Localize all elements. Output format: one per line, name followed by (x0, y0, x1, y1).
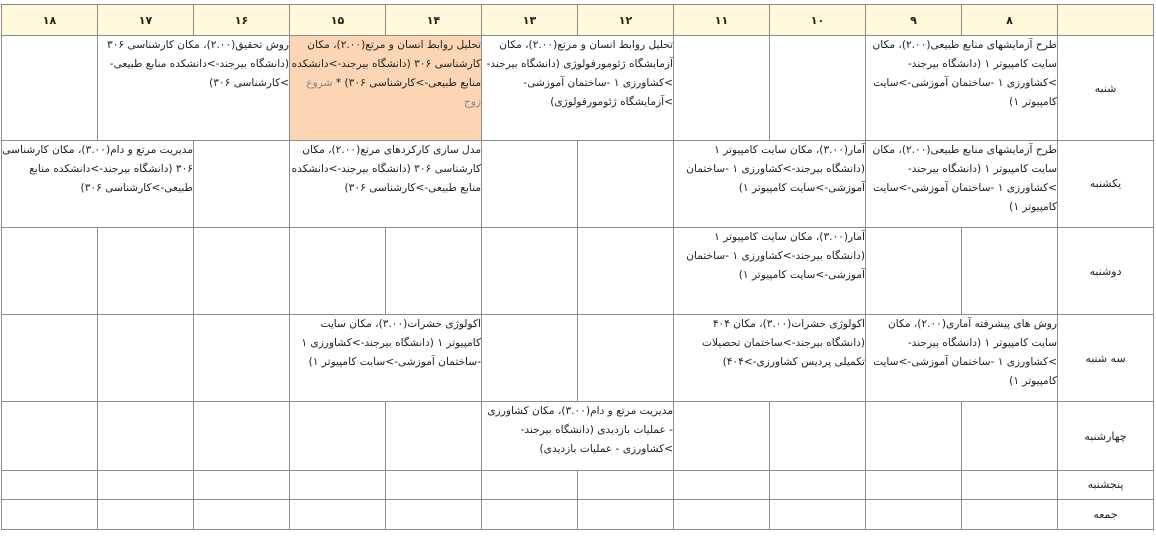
empty-cell (962, 402, 1058, 471)
empty-cell (2, 315, 98, 402)
empty-cell (386, 471, 482, 499)
empty-cell (98, 471, 194, 499)
empty-cell (674, 471, 770, 499)
empty-cell (98, 499, 194, 529)
empty-cell (386, 499, 482, 529)
empty-cell (770, 499, 866, 529)
empty-cell (98, 402, 194, 471)
even-week-note: شروع زوج (306, 77, 481, 109)
empty-cell (290, 402, 386, 471)
row-thursday (2, 471, 1154, 499)
empty-cell (2, 402, 98, 471)
empty-cell (482, 499, 578, 529)
hour-8: ۸ (962, 5, 1058, 36)
empty-cell (866, 471, 962, 499)
hour-13: ۱۳ (482, 5, 578, 36)
empty-cell (2, 227, 98, 314)
course-text: تحلیل روابط انسان و مرتع(۲.۰۰)، مکان کارشناسی ۳۰۶ (دانشگاه بیرجند->دانشکده منابع طبیعی->کارشناسی ۳۰۶) * (291, 39, 481, 90)
hour-9: ۹ (866, 5, 962, 36)
empty-cell (386, 402, 482, 471)
empty-cell (482, 140, 578, 227)
hour-17: ۱۷ (98, 5, 194, 36)
day-label-thursday: پنجشنبه (1058, 471, 1154, 499)
empty-cell (770, 36, 866, 140)
empty-cell (194, 499, 290, 529)
hour-16: ۱۶ (194, 5, 290, 36)
empty-cell (866, 402, 962, 471)
day-label-wednesday: چهارشنبه (1058, 402, 1154, 471)
empty-cell (194, 140, 290, 227)
course-cell[interactable]: مدیریت مرتع و دام(۳.۰۰)، مکان کشاورزی - عملیات بازدیدی (دانشگاه بیرجند->کشاورزی - عملیات بازدیدی) (482, 402, 674, 471)
empty-cell (962, 471, 1058, 499)
day-label-sunday: یکشنبه (1058, 140, 1154, 227)
empty-cell (674, 402, 770, 471)
empty-cell (194, 471, 290, 499)
weekly-schedule-table (1, 4, 1154, 530)
empty-cell (98, 315, 194, 402)
empty-cell (866, 499, 962, 529)
day-label-friday: جمعه (1058, 499, 1154, 529)
empty-cell (2, 471, 98, 499)
row-friday (2, 499, 1154, 529)
row-saturday (2, 36, 1154, 140)
course-cell[interactable]: آمار(۳.۰۰)، مکان سایت کامپیوتر ۱ (دانشگاه بیرجند->کشاورزی ۱ -ساختمان آموزشی->سایت کامپیوتر ۱) (674, 140, 866, 227)
empty-cell (866, 227, 962, 314)
hour-18: ۱۸ (2, 5, 98, 36)
empty-cell (578, 315, 674, 402)
empty-cell (2, 36, 98, 140)
course-cell[interactable]: اکولوژی حشرات(۳.۰۰)، مکان ۴۰۴ (دانشگاه بیرجند->ساختمان تحصیلات تکمیلی پردیس کشاورزی->۴۰۴) (674, 315, 866, 402)
empty-cell (770, 471, 866, 499)
empty-cell (962, 227, 1058, 314)
empty-cell (482, 227, 578, 314)
course-cell[interactable]: طرح آزمایشهای منابع طبیعی(۲.۰۰)، مکان سایت کامپیوتر ۱ (دانشگاه بیرجند->کشاورزی ۱ -ساختمان آموزشی->سایت کامپیوتر ۱) (866, 36, 1058, 140)
row-wednesday (2, 402, 1154, 471)
empty-cell (578, 227, 674, 314)
empty-cell (290, 499, 386, 529)
header-corner (1058, 5, 1154, 36)
course-cell[interactable]: روش های پیشرفته آماری(۲.۰۰)، مکان سایت کامپیوتر ۱ (دانشگاه بیرجند->کشاورزی ۱ -ساختمان آموزشی->سایت کامپیوتر ۱) (866, 315, 1058, 402)
empty-cell (482, 471, 578, 499)
course-cell-highlighted[interactable] (290, 36, 482, 140)
hour-12: ۱۲ (578, 5, 674, 36)
empty-cell (674, 36, 770, 140)
empty-cell (194, 315, 290, 402)
empty-cell (290, 471, 386, 499)
hour-14: ۱۴ (386, 5, 482, 36)
empty-cell (386, 227, 482, 314)
day-label-monday: دوشنبه (1058, 227, 1154, 314)
course-cell[interactable]: روش تحقیق(۲.۰۰)، مکان کارشناسی ۳۰۶ (دانشگاه بیرجند->دانشکده منابع طبیعی->کارشناسی ۳۰۶) (98, 36, 290, 140)
empty-cell (770, 402, 866, 471)
empty-cell (674, 499, 770, 529)
course-cell[interactable]: اکولوژی حشرات(۳.۰۰)، مکان سایت کامپیوتر ۱ (دانشگاه بیرجند->کشاورزی ۱ -ساختمان آموزشی->سایت کامپیوتر ۱) (290, 315, 482, 402)
day-label-tuesday: سه شنبه (1058, 315, 1154, 402)
hour-11: ۱۱ (674, 5, 770, 36)
empty-cell (578, 471, 674, 499)
empty-cell (194, 402, 290, 471)
course-cell[interactable]: تحلیل روابط انسان و مرتع(۲.۰۰)، مکان آزمایشگاه ژئومورفولوژی (دانشگاه بیرجند->کشاورزی ۱ -ساختمان آموزشی->آزمایشگاه ژئومورفولوژی) (482, 36, 674, 140)
course-cell[interactable]: مدیریت مرتع و دام(۳.۰۰)، مکان کارشناسی ۳۰۶ (دانشگاه بیرجند->دانشکده منابع طبیعی->کارشناسی ۳۰۶) (2, 140, 194, 227)
empty-cell (578, 499, 674, 529)
empty-cell (194, 227, 290, 314)
course-cell[interactable]: آمار(۳.۰۰)، مکان سایت کامپیوتر ۱ (دانشگاه بیرجند->کشاورزی ۱ -ساختمان آموزشی->سایت کامپیوتر ۱) (674, 227, 866, 314)
course-cell[interactable]: طرح آزمایشهای منابع طبیعی(۲.۰۰)، مکان سایت کامپیوتر ۱ (دانشگاه بیرجند->کشاورزی ۱ -ساختمان آموزشی->سایت کامپیوتر ۱) (866, 140, 1058, 227)
empty-cell (2, 499, 98, 529)
empty-cell (290, 227, 386, 314)
hour-15: ۱۵ (290, 5, 386, 36)
course-cell[interactable]: مدل سازی کارکردهای مرتع(۲.۰۰)، مکان کارشناسی ۳۰۶ (دانشگاه بیرجند->دانشکده منابع طبیعی->کارشناسی ۳۰۶) (290, 140, 482, 227)
day-label-saturday: شنبه (1058, 36, 1154, 140)
row-monday (2, 227, 1154, 314)
row-tuesday (2, 315, 1154, 402)
hour-10: ۱۰ (770, 5, 866, 36)
empty-cell (962, 499, 1058, 529)
empty-cell (98, 227, 194, 314)
hour-header-row (2, 5, 1154, 36)
empty-cell (482, 315, 578, 402)
empty-cell (578, 140, 674, 227)
row-sunday (2, 140, 1154, 227)
